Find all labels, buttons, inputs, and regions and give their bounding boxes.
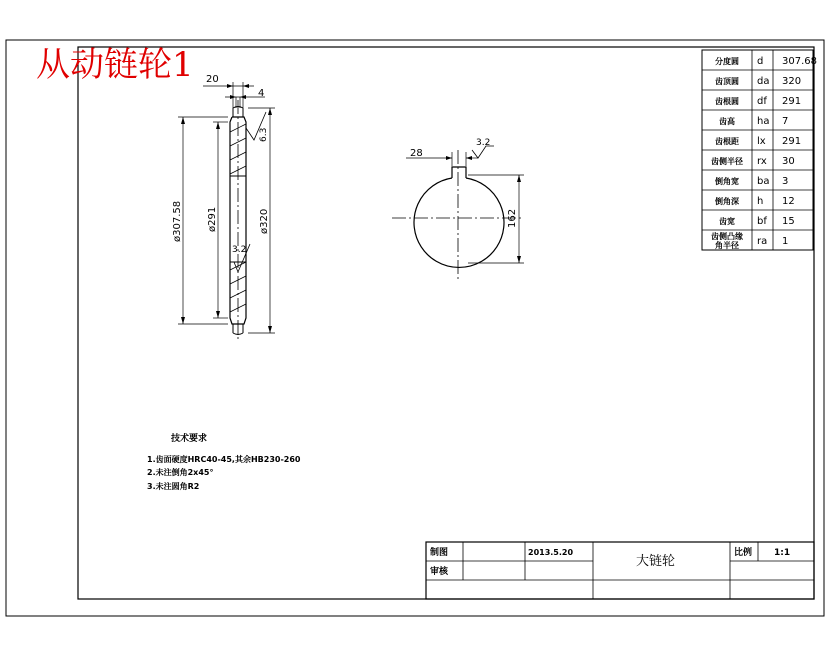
param-name-6: 倒角宽 <box>715 177 739 186</box>
hub-roughness: 3.2 <box>476 138 491 148</box>
dim-width-20: 20 <box>206 74 219 85</box>
dim-dia-root: ø291 <box>207 206 218 232</box>
param-value-8: 15 <box>782 216 795 227</box>
param-value-3: 7 <box>782 116 789 127</box>
param-value-9: 1 <box>782 236 789 247</box>
param-symbol-0: d <box>757 56 764 67</box>
param-symbol-8: bf <box>757 216 767 227</box>
dim-width-4: 4 <box>258 88 265 99</box>
dim-bore-162: 162 <box>507 208 518 228</box>
param-value-2: 291 <box>782 96 802 107</box>
param-value-4: 291 <box>782 136 802 147</box>
hub-front-view <box>392 146 524 280</box>
param-name-7: 倒角深 <box>715 197 739 206</box>
roughness-63: 6.3 <box>259 127 269 142</box>
scale-label: 比例 <box>734 548 753 558</box>
part-name: 大链轮 <box>636 554 676 569</box>
tech-requirements-heading: 技术要求 <box>171 434 208 444</box>
dimension-arrows <box>181 84 272 333</box>
title-block <box>426 542 814 599</box>
param-symbol-5: rx <box>757 156 767 167</box>
checked-label: 审核 <box>430 567 449 577</box>
scale-value: 1:1 <box>774 548 791 558</box>
param-value-6: 3 <box>782 176 789 187</box>
watermark-title: 从动链轮1 <box>36 45 194 85</box>
param-value-5: 30 <box>782 156 795 167</box>
param-name-4: 齿根距 <box>715 137 739 146</box>
param-value-0: 307.68 <box>782 56 817 67</box>
param-name-3: 齿高 <box>719 117 735 126</box>
drawn-label: 制图 <box>430 548 449 558</box>
param-symbol-2: df <box>757 96 767 107</box>
param-symbol-4: lx <box>757 136 766 147</box>
param-symbol-1: da <box>757 76 770 87</box>
tech-requirement-1: 1.齿面硬度HRC40-45,其余HB230-260 <box>147 455 301 464</box>
param-symbol-7: h <box>757 196 764 207</box>
param-value-1: 320 <box>782 76 802 87</box>
roughness-32: 3.2 <box>232 245 247 255</box>
param-symbol-6: ba <box>757 176 770 187</box>
param-symbol-3: ha <box>757 116 770 127</box>
param-name-8: 齿宽 <box>719 217 735 226</box>
drawn-date: 2013.5.20 <box>528 548 574 557</box>
param-value-7: 12 <box>782 196 795 207</box>
outer-border <box>6 40 824 616</box>
tech-requirement-3: 3.未注圆角R2 <box>147 482 200 491</box>
param-name-0: 分度圆 <box>715 57 739 66</box>
param-name-1: 齿顶圆 <box>715 77 739 86</box>
param-name-2: 齿根圆 <box>715 97 739 106</box>
dim-dia-tip: ø320 <box>259 208 270 234</box>
param-name-5: 齿侧半径 <box>711 157 743 166</box>
param-symbol-9: ra <box>757 236 768 247</box>
dim-hub-28: 28 <box>410 148 423 159</box>
tech-requirement-2: 2.未注倒角2x45° <box>147 468 214 477</box>
param-name-9: 齿侧凸缘角半径 <box>711 232 743 250</box>
dim-dia-outer: ø307.58 <box>172 200 183 242</box>
parameter-table <box>702 50 817 250</box>
